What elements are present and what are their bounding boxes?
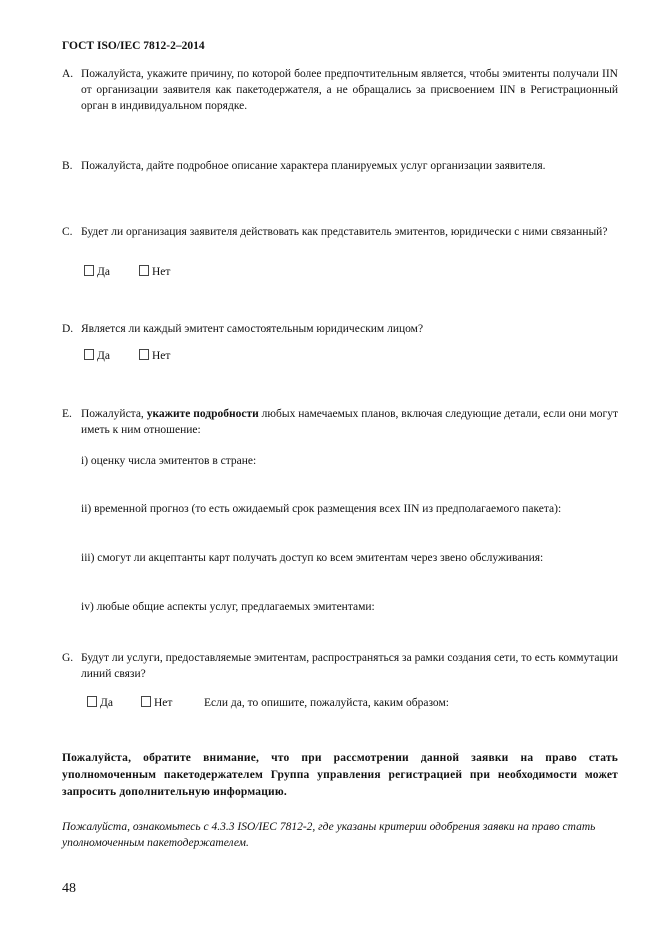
checkbox-yes-c[interactable]	[84, 264, 110, 280]
checkbox-no-g[interactable]	[141, 695, 172, 711]
question-letter: A.	[62, 68, 74, 80]
important-note: Пожалуйста, обратите внимание, что при рассмотрении данной заявки на право стать уполномоченным пакетодержателем Группа управления регистрацией при необходимости может запросить дополнительную информацию.	[62, 752, 618, 798]
question-e	[62, 406, 618, 438]
question-letter: D.	[62, 323, 74, 335]
checkbox-label: Да	[100, 697, 113, 709]
checkbox-icon[interactable]	[139, 265, 149, 276]
checkbox-icon[interactable]	[84, 265, 94, 276]
checkbox-label: Да	[97, 266, 110, 278]
question-text: Будут ли услуги, предоставляемые эмитентам, распространяться за рамки создания сети, то есть коммутации линий связи?	[81, 652, 618, 680]
question-g	[62, 650, 618, 682]
question-c	[62, 224, 618, 240]
sub-item-iii: iii) смогут ли акцептанты карт получать доступ ко всем эмитентам через звено обслуживания:	[81, 552, 544, 564]
sub-item-iv: iv) любые общие аспекты услуг, предлагаемых эмитентами:	[81, 601, 375, 613]
checkbox-yes-d[interactable]	[84, 348, 110, 364]
question-text-part: Пожалуйста,	[81, 408, 147, 420]
question-text-bold: укажите подробности	[146, 408, 259, 420]
question-text: Является ли каждый эмитент самостоятельным юридическим лицом?	[81, 323, 424, 335]
sub-item-i: i) оценку числа эмитентов в стране:	[81, 455, 257, 467]
question-d	[62, 321, 618, 337]
document-header: ГОСТ ISO/IEC 7812-2–2014	[62, 40, 205, 52]
question-b	[62, 158, 632, 174]
reference-note: Пожалуйста, ознакомьтесь с 4.3.3 ISO/IEC 7812-2, где указаны критерии одобрения заявки на право стать уполномоченным пакетодержателем.	[62, 821, 596, 849]
checkbox-no-c[interactable]	[139, 264, 170, 280]
checkbox-yes-g[interactable]	[87, 695, 113, 711]
checkbox-icon[interactable]	[139, 349, 149, 360]
checkbox-no-d[interactable]	[139, 348, 170, 364]
question-text-part: любых намечаемых планов, включая следующие детали, если они могут иметь к ним отношение:	[81, 408, 618, 436]
checkbox-label: Нет	[152, 350, 171, 362]
sub-item-ii: ii) временной прогноз (то есть ожидаемый срок размещения всех IIN из предполагаемого пакета):	[81, 503, 562, 515]
question-text	[81, 406, 618, 438]
checkbox-icon[interactable]	[141, 696, 151, 707]
question-text: Пожалуйста, дайте подробное описание характера планируемых услуг организации заявителя.	[81, 160, 546, 172]
question-a	[62, 66, 618, 114]
page-number: 48	[62, 881, 76, 896]
question-text: Пожалуйста, укажите причину, по которой более предпочтительным является, чтобы эмитенты получали IIN от организации заявителя как пакетодержателя, а не обращались за присвоением IIN в Регистрационный орган в индивидуальном порядке.	[81, 68, 618, 112]
checkbox-label: Да	[97, 350, 110, 362]
checkbox-label: Нет	[154, 697, 173, 709]
question-letter: C.	[62, 226, 73, 238]
follow-up-text: Если да, то опишите, пожалуйста, каким образом:	[204, 697, 449, 709]
question-letter: B.	[62, 160, 73, 172]
question-letter: E.	[62, 408, 72, 420]
question-letter: G.	[62, 652, 74, 664]
checkbox-icon[interactable]	[84, 349, 94, 360]
question-text: Будет ли организация заявителя действовать как представитель эмитентов, юридически с ними связанный?	[81, 226, 608, 238]
checkbox-icon[interactable]	[87, 696, 97, 707]
checkbox-label: Нет	[152, 266, 171, 278]
